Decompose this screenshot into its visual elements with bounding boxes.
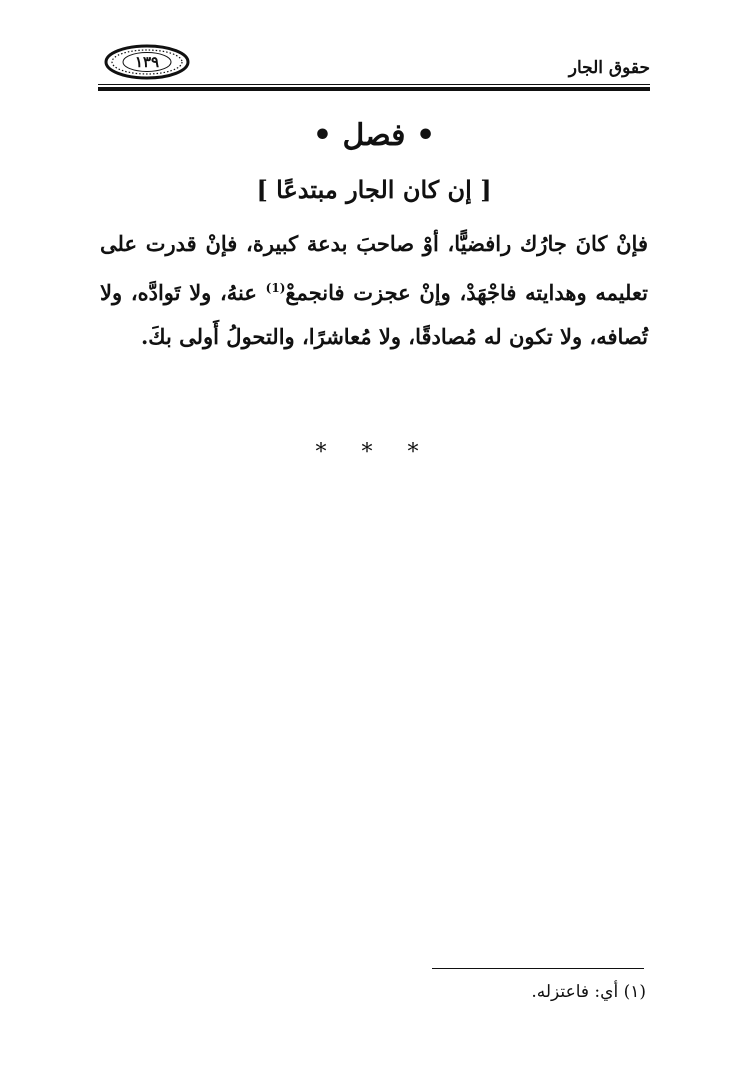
- header-rule-thick: [98, 87, 650, 91]
- paragraph-text-part2: عنهُ، ولا تَوادَّه، ولا تُصافه، ولا تكون له مُصادقًا، ولا مُعاشرًا، والتحولُ أَولى بكَ.: [100, 280, 648, 349]
- footnote-rule: [432, 968, 644, 969]
- section-subtitle: [ إن كان الجار مبتدعًا ]: [256, 175, 492, 204]
- page-number: ١٣٩: [134, 53, 160, 71]
- paragraph-text-part1: فإنْ كانَ جارُك رافضيًّا، أوْ صاحبَ بدعة كبيرة، فإنْ قدرت على تعليمه وهدايته فاجْهَدْ، وإنْ عجزت فانجمعْ: [100, 231, 648, 305]
- section-heading: • فصل •: [312, 118, 436, 153]
- header-rule-thin: [98, 84, 650, 85]
- footnote-reference: (1): [265, 281, 286, 295]
- running-header-title: حقوق الجار: [568, 58, 650, 78]
- footnote-text: (١) أي: فاعتزله.: [531, 982, 646, 1002]
- section-separator: * * *: [315, 440, 433, 465]
- body-paragraph: [100, 222, 648, 359]
- page-number-badge: [104, 44, 190, 80]
